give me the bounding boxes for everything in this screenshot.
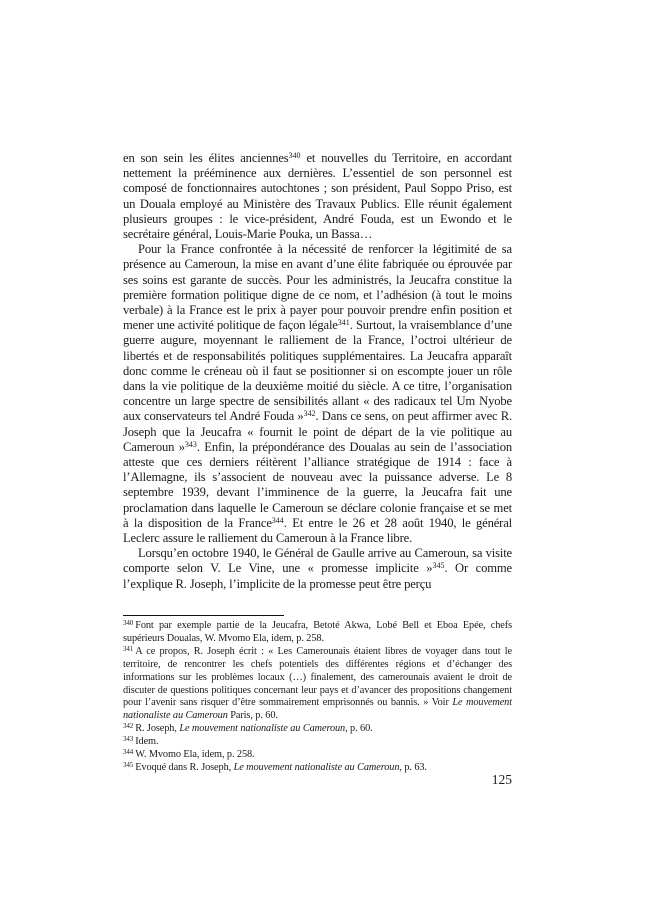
footnote [123, 620, 512, 646]
footnote [123, 723, 512, 736]
text-run: , p. 63. [399, 761, 427, 773]
body-text [123, 151, 512, 592]
text-run: A ce propos, R. Joseph écrit : « Les Camerounais étaient libres de voyager dans tout le territoire, de rencontrer les chefs potentiels des différentes régions et d’échanger des informations sur les problèmes locaux (…) finalement, des camerounais avaient le droit de discuter de questions politiques concernant leur pays et d’avancer des propositions changement pour l’avenir sans risquer d’être sommairement emprisonnés ou bannis. » Voir [123, 645, 512, 709]
footnote-number: 341 [123, 644, 134, 653]
text-run: R. Joseph, [135, 723, 180, 735]
footnote-number: 344 [123, 748, 134, 757]
footnote [123, 749, 512, 762]
text-run: Idem. [135, 736, 159, 748]
footnote-number: 342 [123, 722, 134, 731]
footnote [123, 736, 512, 749]
text-run: en son sein les élites anciennes [123, 151, 289, 165]
footnote [123, 646, 512, 723]
page-number: 125 [491, 772, 512, 787]
text-run: , p. 60. [345, 723, 373, 735]
italic-title: Le mouvement nationaliste au Cameroun [179, 723, 346, 735]
footnote-number: 345 [123, 760, 134, 769]
footnote-ref: 340 [288, 151, 301, 160]
footnote-ref: 344 [271, 515, 284, 525]
text-run: Font par exemple partie de la Jeucafra, Betoté Akwa, Lobé Bell et Eboa Epée, chefs supérieurs Doualas, W. Mvomo Ela, idem, p. 258. [123, 620, 512, 644]
footnote-separator [123, 615, 284, 616]
footnote-ref: 343 [184, 439, 197, 449]
body-paragraph [123, 242, 512, 546]
text-run: . Et entre le 26 et 28 août 1940, le général Leclerc assure le ralliement du Cameroun à la France libre. [123, 515, 513, 546]
footnote-ref: 341 [337, 318, 350, 328]
body-paragraph [123, 151, 512, 242]
italic-title: Le mouvement nationaliste au Cameroun [123, 697, 512, 722]
footnote-ref: 342 [303, 409, 316, 419]
footnote-number: 340 [123, 619, 134, 627]
footnotes [123, 620, 512, 775]
text-run: . Surtout, la vraisemblance d’une guerre augure, moyennant le ralliement de la France, l’octroi ultérieur de libertés et de responsabilités politiques supplémentaires. La Jeucafra apparaît donc comme le créneau où il faut se positionner si on escompte jouer un rôle dans la vie politique de la deuxième moitié du siècle. A ce titre, l’organisation concentre un large spectre de sensibilités allant « des radicaux tel Um Nyobe aux conservateurs tel André Fouda » [123, 318, 512, 424]
text-run: Paris, p. 60. [227, 710, 278, 722]
footnote-ref: 345 [432, 561, 445, 571]
footnote-number: 343 [123, 735, 134, 744]
text-run: et nouvelles du Territoire, en accordant nettement la prééminence aux dernières. L’essentiel de son personnel est composé de fonctionnaires autochtones ; son président, Paul Soppo Priso, est un Douala employé au Ministère des Travaux Publics. Elle réunit également plusieurs groupes : le vice-président, André Fouda, est un Ewondo et le secrétaire général, Louis-Marie Pouka, un Bassa… [123, 151, 513, 242]
text-run: Evoqué dans R. Joseph, [135, 761, 234, 773]
text-run: . Or comme l’explique R. Joseph, l’implicite de la promesse peut être perçu [123, 561, 512, 591]
italic-title: Le mouvement nationaliste au Cameroun [233, 761, 400, 773]
text-run: . Dans ce sens, on peut affirmer avec R. Joseph que la Jeucafra « fournit le point de départ de la vie politique au Cameroun » [123, 409, 512, 454]
text-run: Pour la France confrontée à la nécessité de renforcer la légitimité de sa présence au Cameroun, la mise en avant d’une élite fabriquée ou éprouvée par ses soins est garante de succès. Pour les administrés, la Jeucafra constitue la première formation politique digne de ce nom, et l’adhésion (à tout le moins verbale) à la France est le prix à payer pour pouvoir prendre enfin position et mener une activité politique de façon légale [123, 242, 512, 333]
body-paragraph [123, 546, 512, 592]
text-run: Lorsqu’en octobre 1940, le Général de Gaulle arrive au Cameroun, sa visite comporte selon V. Le Vine, une « promesse implicite » [123, 546, 512, 576]
text-run: . Enfin, la prépondérance des Doualas au sein de l’association atteste que ces derniers réitèrent l’alliance stratégique de 1914 : face à l’Allemagne, ils s’associent de nouveau avec la puissance adverse. Le 8 septembre 1939, devant l’imminence de la guerre, la Jeucafra fait une proclamation dans laquelle le Cameroun se déclare colonie française et se met à la disposition de la France [123, 439, 512, 530]
text-run: W. Mvomo Ela, idem, p. 258. [135, 749, 255, 761]
